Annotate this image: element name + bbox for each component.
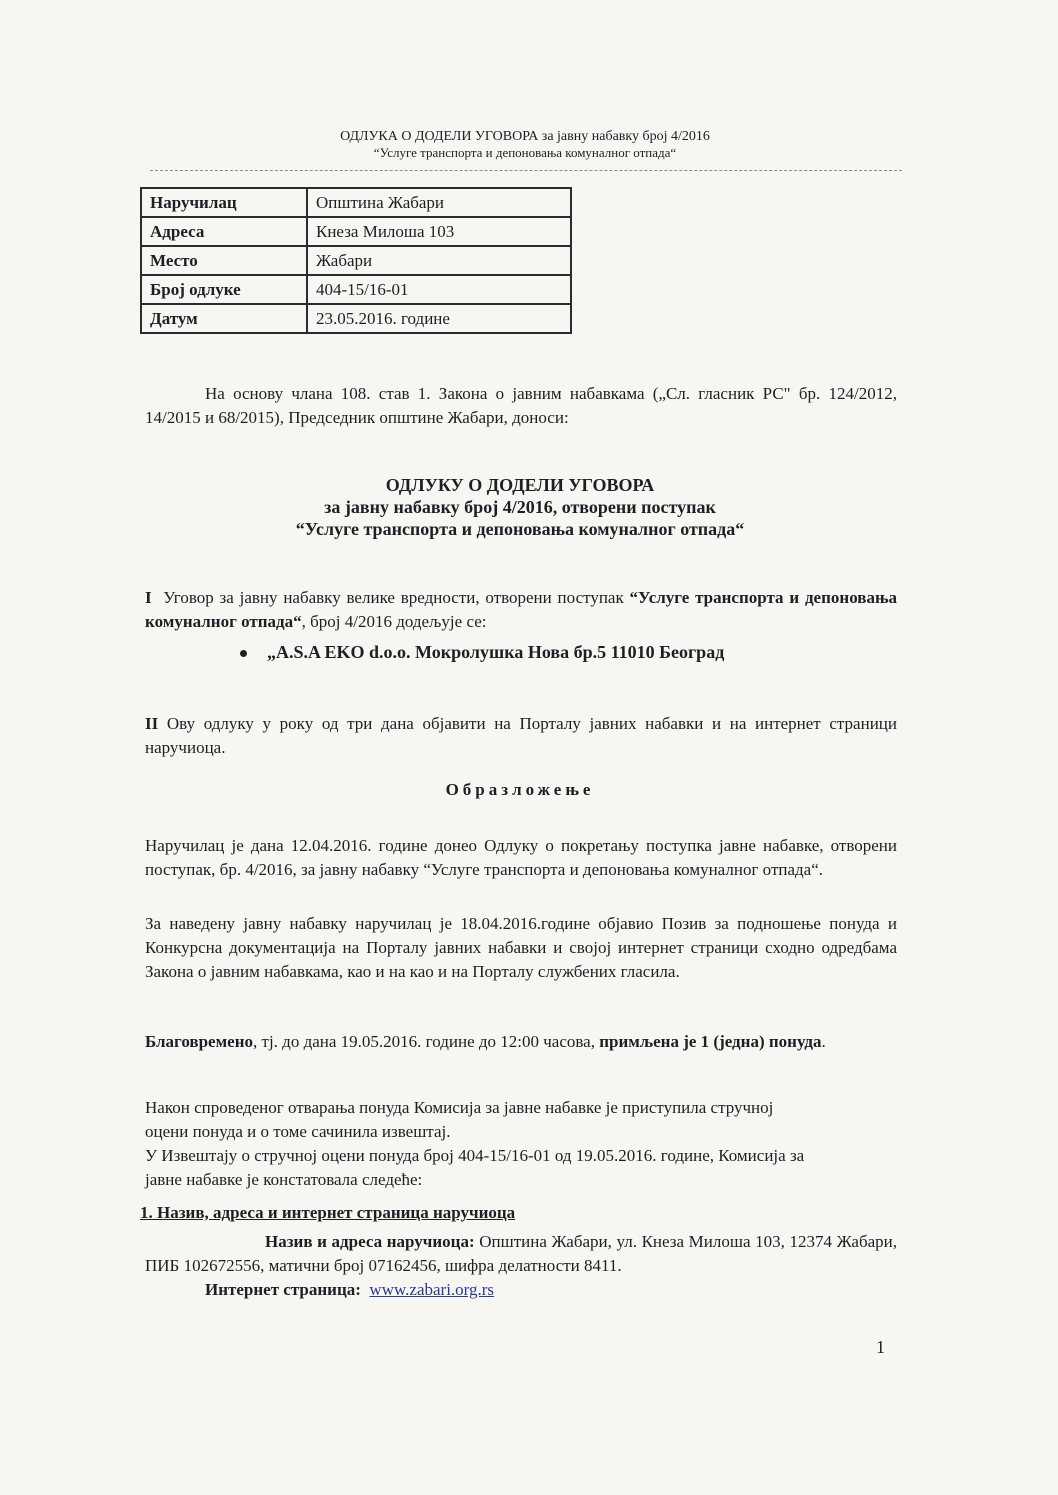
table-label: Датум	[141, 304, 307, 333]
page-number: 1	[876, 1337, 885, 1357]
table-value: Кнеза Милоша 103	[307, 217, 571, 246]
table-row	[141, 275, 571, 304]
contact-text: Општина Жабари, ул. Кнеза Милоша 103, 12374 Жабари, ПИБ 102672556, матични број 07162456, шифра делатности 8411.	[145, 1232, 897, 1275]
header-divider	[150, 170, 902, 171]
item-text: Уговор за јавну набавку велике вредности, отворени поступак	[163, 588, 630, 607]
item-text: Ову одлуку у року од три дана објавити на Порталу јавних набавки и на интернет страници наручиоца.	[145, 714, 897, 757]
header-title: ОДЛУКА О ДОДЕЛИ УГОВОРА за јавну набавку број 4/2016	[340, 129, 710, 144]
awardee-bullet	[240, 642, 724, 663]
table-row	[141, 246, 571, 275]
section-heading: 1. Назив, адреса и интернет страница наручиоца	[140, 1203, 516, 1222]
contact-label: Назив и адреса наручиоца:	[265, 1232, 475, 1251]
reasoning-paragraph-3	[145, 1030, 897, 1054]
decision-title-line3: “Услуге транспорта и депоновања комуналног отпада“	[295, 519, 745, 539]
paragraph-text: .	[821, 1032, 826, 1051]
table-label: Број одлуке	[141, 275, 307, 304]
section-website	[145, 1278, 897, 1302]
reasoning-paragraph-1: Наручилац је дана 12.04.2016. године донео Одлуку о покретању поступка јавне набавке, отворени поступак, бр. 4/2016, за јавну набавку “Услуге транспорта и депоновања комуналног отпада“.	[145, 836, 897, 879]
bold-text: примљена је 1 (једна) понуда	[599, 1032, 822, 1051]
table-label: Наручилац	[141, 188, 307, 217]
item-service-name: “Услуге транспорта и депоновања комуналног отпада“	[145, 588, 897, 631]
table-value: 23.05.2016. године	[307, 304, 571, 333]
decision-title-line1: ОДЛУКУ О ДОДЕЛИ УГОВОРА	[385, 475, 655, 495]
paragraph-line: оцени понуда и о томе сачинила извештај.	[145, 1122, 451, 1141]
bullet-icon	[240, 650, 247, 657]
website-label: Интернет страница:	[205, 1280, 361, 1299]
reasoning-paragraph-2: За наведену јавну набавку наручилац је 18.04.2016.године објавио Позив за подношење понуда и Конкурсна документација на Порталу јавних набавки и својој интернет страници сходно одредбама Закона о јавним набавкама, као и на као и на Порталу службених гласила.	[145, 914, 897, 981]
paragraph-line: јавне набавке је констатовала следеће:	[145, 1170, 423, 1189]
section-contact	[145, 1230, 897, 1278]
table-row	[141, 217, 571, 246]
item-number: I	[145, 588, 152, 607]
item-number: II	[145, 714, 159, 733]
table-row	[141, 304, 571, 333]
paragraph-line: У Извештају о стручној оцени понуда број 404-15/16-01 од 19.05.2016. године, Комисија за	[145, 1146, 805, 1165]
website-link[interactable]: www.zabari.org.rs	[369, 1280, 495, 1299]
table-value: Општина Жабари	[307, 188, 571, 217]
awardee-name: „A.S.A EKO d.o.o. Мокролушка Нова бр.5 11010 Београд	[267, 642, 725, 662]
reasoning-paragraph-4	[145, 1096, 897, 1192]
item-text-end: , број 4/2016 додељује се:	[301, 612, 487, 631]
paragraph-text: , тј. до дана 19.05.2016. године до 12:00 часова,	[253, 1032, 600, 1051]
bold-text: Благовремено	[145, 1032, 254, 1051]
paragraph-line: Након спроведеног отварања понуда Комисија за јавне набавке је приступила стручној	[145, 1098, 774, 1117]
table-label: Место	[141, 246, 307, 275]
table-value: Жабари	[307, 246, 571, 275]
info-table	[140, 187, 572, 334]
document-header	[150, 128, 900, 160]
decision-item-1	[145, 586, 897, 634]
preamble: На основу члана 108. став 1. Закона о јавним набавкама („Сл. гласник РС" бр. 124/2012, 14/2015 и 68/2015), Председник општине Жабари, доноси:	[145, 384, 897, 427]
reasoning-title	[140, 778, 900, 801]
decision-title	[140, 474, 900, 540]
table-value: 404-15/16-01	[307, 275, 571, 304]
decision-title-line2: за јавну набавку број 4/2016, отворени поступак	[324, 497, 716, 517]
reasoning-title-text: Образложење	[445, 780, 595, 799]
table-label: Адреса	[141, 217, 307, 246]
header-subtitle: “Услуге транспорта и депоновања комуналног отпада“	[373, 145, 677, 160]
table-row	[141, 188, 571, 217]
decision-item-2	[145, 712, 897, 760]
